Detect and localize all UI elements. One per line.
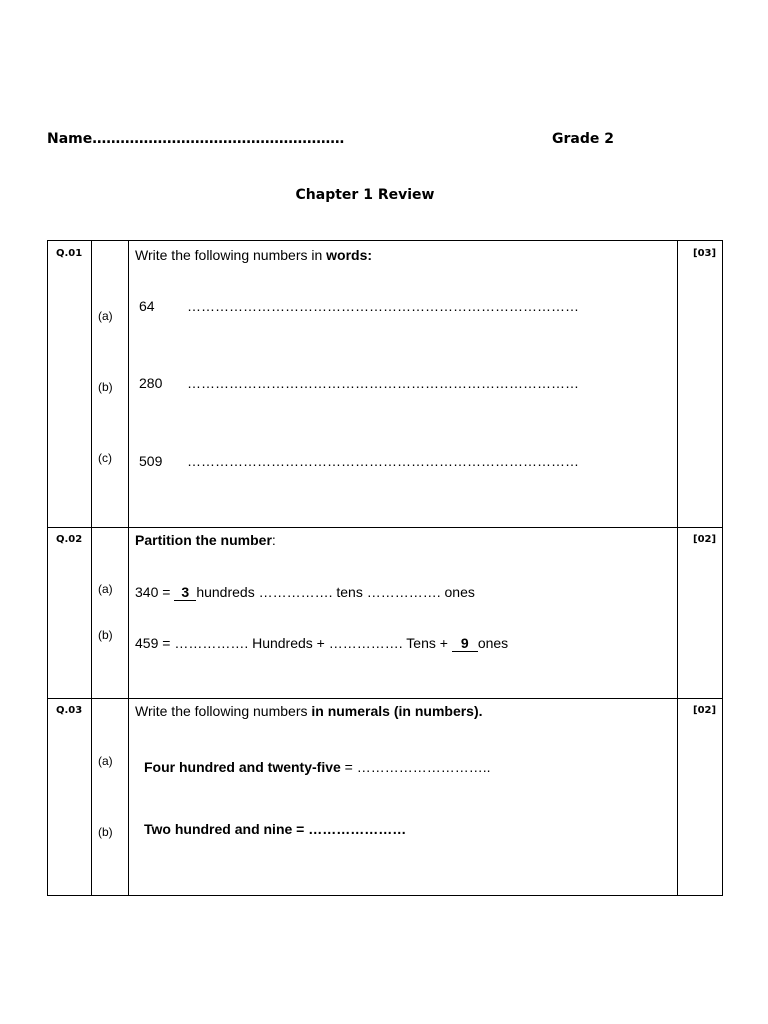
q1-item-a-answer-line[interactable]: ………………………………………………………………………… — [187, 298, 579, 314]
q1-item-a-label: (a) — [98, 309, 113, 323]
q2-item-a-rest: hundreds ……………. tens ……………. ones — [196, 584, 475, 600]
q2-item-b-rest: ones — [477, 635, 509, 651]
question-number-3: Q.03 — [56, 705, 83, 716]
q3-item-a-answer-line[interactable]: = ……………………….. — [340, 759, 491, 775]
question-number-1: Q.01 — [56, 248, 83, 259]
q1-item-c-number: 509 — [139, 453, 163, 469]
grade-label: Grade 2 — [552, 131, 614, 147]
q1-instruction-bold: words: — [326, 247, 373, 263]
column-divider — [128, 241, 129, 895]
q2-instruction-suffix: : — [271, 532, 276, 548]
q2-item-a-label: (a) — [98, 582, 113, 596]
row-divider — [48, 698, 722, 699]
q2-instruction — [135, 532, 276, 548]
q1-item-c-answer-line[interactable]: ………………………………………………………………………… — [187, 453, 579, 469]
q3-instruction-text: Write the following numbers — [135, 703, 312, 719]
q1-item-b-answer-line[interactable]: ………………………………………………………………………… — [187, 375, 579, 391]
q2-item-b — [135, 635, 508, 652]
q1-instruction — [135, 247, 372, 263]
q3-item-a-words: Four hundred and twenty-five — [144, 759, 341, 775]
q2-item-a-answer[interactable]: 3 — [174, 585, 196, 601]
column-divider — [677, 241, 678, 895]
q2-item-a-prefix: 340 = — [135, 584, 175, 600]
question-table — [47, 240, 723, 896]
marks-q1: [03] — [693, 248, 717, 259]
row-divider — [48, 527, 722, 528]
q2-item-b-label: (b) — [98, 628, 113, 642]
q3-item-b-words: Two hundred and nine — [144, 821, 293, 837]
q1-instruction-text: Write the following numbers in — [135, 247, 327, 263]
marks-q2: [02] — [693, 534, 717, 545]
q2-instruction-bold: Partition the number — [135, 532, 272, 548]
q3-item-a-label: (a) — [98, 754, 113, 768]
marks-q3: [02] — [693, 705, 717, 716]
page-title: Chapter 1 Review — [295, 187, 435, 203]
q3-item-b — [144, 821, 406, 837]
q1-item-c-label: (c) — [98, 451, 112, 465]
q3-instruction — [135, 703, 483, 719]
q2-item-b-answer[interactable]: 9 — [452, 636, 478, 652]
question-number-2: Q.02 — [56, 534, 83, 545]
q3-item-b-label: (b) — [98, 825, 113, 839]
q2-item-b-prefix: 459 = ……………. Hundreds + ……………. Tens + — [135, 635, 452, 651]
q1-item-b-label: (b) — [98, 380, 113, 394]
q1-item-a-number: 64 — [139, 298, 155, 314]
column-divider — [91, 241, 92, 895]
q3-instruction-bold: in numerals (in numbers). — [311, 703, 483, 719]
q1-item-b-number: 280 — [139, 375, 163, 391]
name-field-label: Name……………………………………………… — [47, 131, 345, 147]
q3-item-a — [144, 759, 491, 775]
q3-item-b-answer-line[interactable]: = ………………… — [292, 821, 407, 837]
q2-item-a — [135, 584, 475, 601]
